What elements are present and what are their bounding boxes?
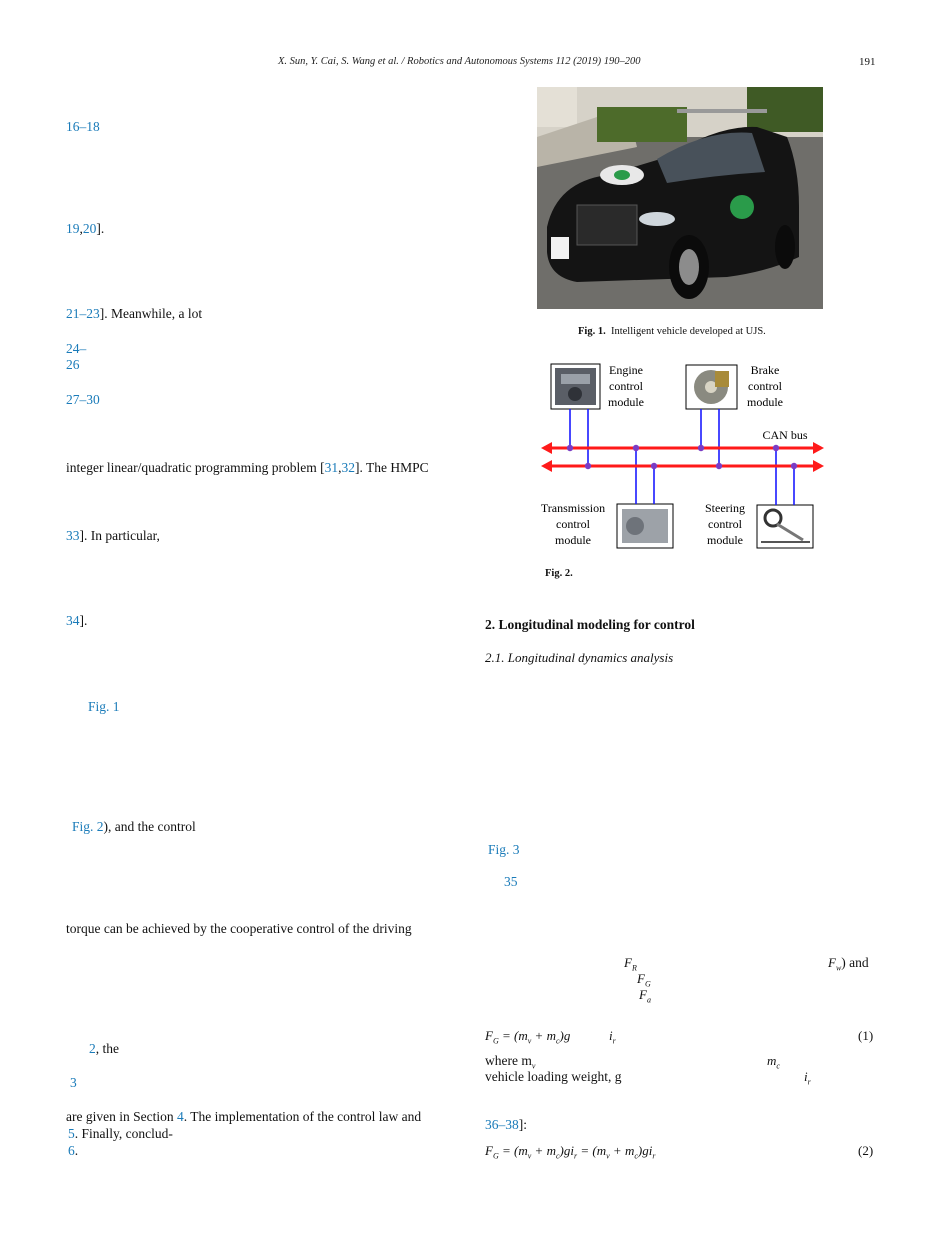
vehicle-illustration	[537, 87, 823, 309]
line-ref-19-20	[66, 221, 104, 237]
text: , the	[95, 1041, 119, 1056]
transmission-label-1: Transmission	[540, 501, 606, 515]
section-heading: 2. Longitudinal modeling for control	[485, 617, 695, 632]
ref-20[interactable]: 20	[82, 221, 97, 236]
figure1-caption	[578, 326, 766, 337]
ref-31[interactable]: 31	[324, 460, 339, 475]
text: ), and the control	[103, 819, 196, 834]
symbol: i	[804, 1069, 808, 1084]
figure2-caption	[545, 568, 573, 579]
text: ].	[79, 613, 88, 628]
eq-sub: r	[573, 1151, 578, 1161]
line-sec6	[68, 1143, 78, 1159]
eq-part: F	[485, 1143, 493, 1158]
eq-sub: v	[527, 1151, 532, 1161]
eq-part: + m	[531, 1143, 556, 1158]
fig1-ref[interactable]: Fig. 1	[88, 699, 120, 714]
symbol-Fa	[639, 987, 651, 1005]
can-high-right-arrow	[813, 442, 824, 454]
text: integer linear/quadratic programming problem [	[66, 460, 325, 475]
vehicle-photo	[537, 87, 823, 309]
can-low-left-arrow	[541, 460, 552, 472]
line-integer	[66, 460, 429, 476]
symbol: m	[767, 1053, 777, 1068]
node	[698, 445, 704, 451]
node	[585, 463, 591, 469]
eq-part: = (m	[577, 1143, 607, 1158]
eq-sub: G	[492, 1151, 499, 1161]
ref-21-23[interactable]: 21–23	[66, 306, 100, 321]
rear-wheel	[775, 225, 795, 269]
text: ]. Meanwhile, a lot	[99, 306, 203, 321]
text: ].	[96, 221, 105, 236]
hedge	[597, 107, 687, 142]
engine-label-1: Engine	[609, 363, 643, 377]
can-bus-label: CAN bus	[762, 428, 808, 442]
subsection-heading: 2.1. Longitudinal dynamics analysis	[485, 650, 674, 665]
building-window	[537, 87, 577, 127]
equation-1-number: (1)	[858, 1028, 874, 1043]
hood-logo-mark	[614, 170, 630, 180]
eq-sub: G	[492, 1036, 499, 1046]
brake-label-2: control	[748, 379, 782, 393]
symbol-FG	[637, 971, 651, 989]
comma: ,	[338, 460, 342, 475]
license-plate	[551, 237, 569, 259]
ref-27-30[interactable]: 27–30	[66, 392, 100, 407]
text: are given in Section	[66, 1109, 177, 1124]
steering-label-3: module	[707, 533, 743, 547]
text: ]. In particular,	[79, 528, 160, 543]
node	[651, 463, 657, 469]
text: .	[74, 1143, 79, 1158]
eq-part: )g	[559, 1028, 571, 1043]
loading-line: vehicle loading weight, g	[485, 1069, 622, 1084]
eq-sub: c	[634, 1151, 638, 1161]
front-rim	[679, 249, 699, 285]
can-bus-lines	[541, 442, 824, 472]
symbol: F	[828, 955, 836, 970]
line-sec5	[68, 1126, 173, 1142]
text: ]:	[518, 1117, 527, 1132]
line-torque: torque can be achieved by the cooperative control of the driving	[66, 921, 412, 936]
eq-part: + m	[609, 1143, 635, 1158]
ref-19[interactable]: 19	[66, 221, 80, 236]
headlight	[639, 212, 675, 226]
figure2-label: Fig. 2.	[545, 568, 573, 579]
node	[567, 445, 573, 451]
ref-32[interactable]: 32	[341, 460, 356, 475]
subscript: c	[776, 1061, 780, 1071]
text: . The implementation of the control law and	[183, 1109, 422, 1124]
equation-2-number: (2)	[858, 1143, 874, 1158]
eq-part: + m	[531, 1028, 556, 1043]
ref-36-38[interactable]: 36–38	[485, 1117, 519, 1132]
sec3-ref[interactable]: 3	[70, 1075, 77, 1090]
node	[633, 445, 639, 451]
ref-35[interactable]: 35	[504, 874, 518, 889]
text: ) and	[841, 955, 869, 970]
eq-part: i	[609, 1028, 613, 1043]
subscript: v	[531, 1061, 536, 1071]
steering-label-1: Steering	[705, 501, 745, 515]
node	[773, 445, 779, 451]
ref-33[interactable]: 33	[66, 528, 80, 543]
equation-1-ir	[609, 1028, 616, 1046]
line-ref-21-23	[66, 306, 202, 322]
fig2-ref[interactable]: Fig. 2	[72, 819, 104, 834]
engine-icon-detail	[561, 374, 590, 384]
brake-label-1: Brake	[750, 363, 780, 377]
sec6-ref[interactable]: 6	[68, 1143, 75, 1158]
sec5-ref[interactable]: 5	[68, 1126, 75, 1141]
grille	[577, 205, 637, 245]
ref-24[interactable]: 24–	[66, 341, 87, 356]
engine-label-2: control	[609, 379, 643, 393]
symbol-Fw-line	[828, 955, 869, 977]
subscript: R	[631, 963, 637, 973]
can-bus-diagram	[535, 358, 830, 554]
equation-2	[485, 1143, 655, 1161]
eq-sub: v	[527, 1036, 532, 1046]
brake-icon-caliper	[715, 371, 729, 387]
eq-part: F	[485, 1028, 493, 1043]
ref-26[interactable]: 26	[66, 357, 80, 372]
transmission-icon-detail	[626, 517, 644, 535]
can-bus-svg	[535, 358, 830, 554]
line-given	[66, 1109, 421, 1125]
sec4-ref[interactable]: 4	[176, 1109, 184, 1124]
can-low-right-arrow	[813, 460, 824, 472]
figure1-label: Fig. 1.	[578, 326, 606, 337]
eq-sub: r	[612, 1036, 616, 1046]
figure1-caption-text: Intelligent vehicle developed at UJS.	[610, 326, 766, 337]
eq-sub: v	[606, 1151, 610, 1161]
symbol: F	[639, 987, 647, 1002]
transmission-label-3: module	[555, 533, 591, 547]
eq-part: = (m	[498, 1143, 528, 1158]
can-high-left-arrow	[541, 442, 552, 454]
symbol-FR	[624, 955, 637, 973]
text: where m	[485, 1053, 532, 1068]
eq-part: = (m	[498, 1028, 528, 1043]
symbol: F	[624, 955, 632, 970]
line-sec2	[89, 1041, 119, 1057]
eq-sub: c	[555, 1036, 560, 1046]
subscript: a	[646, 995, 651, 1005]
eq-sub: r	[652, 1151, 656, 1161]
text: ]. The HMPC	[355, 460, 429, 475]
line-fig2	[72, 819, 196, 835]
text: . Finally, conclud-	[74, 1126, 173, 1141]
roof-rack	[677, 109, 767, 113]
comma: ,	[79, 221, 83, 236]
fig3-ref[interactable]: Fig. 3	[488, 842, 520, 857]
subscript: r	[807, 1077, 811, 1087]
transmission-label-2: control	[556, 517, 590, 531]
engine-icon-detail	[568, 387, 582, 401]
running-title: X. Sun, Y. Cai, S. Wang et al. / Robotics and Autonomous Systems 112 (2019) 190–200	[278, 56, 641, 67]
ref-34[interactable]: 34	[66, 613, 80, 628]
symbol: F	[637, 971, 645, 986]
symbol-ir	[804, 1069, 811, 1087]
brake-label-3: module	[747, 395, 783, 409]
subscript: G	[644, 979, 651, 989]
door-logo	[730, 195, 754, 219]
wires	[570, 409, 794, 505]
page-number: 191	[859, 56, 876, 68]
subscript: w	[835, 963, 842, 973]
eq-part: )gi	[559, 1143, 574, 1158]
node	[716, 463, 722, 469]
equation-1	[485, 1028, 570, 1046]
eq-part: )gi	[637, 1143, 653, 1158]
line-ref-34	[66, 613, 87, 629]
ref-16-18[interactable]: 16–18	[66, 119, 100, 134]
engine-label-3: module	[608, 395, 644, 409]
symbol-mc	[767, 1053, 780, 1071]
node	[791, 463, 797, 469]
eq-sub: c	[555, 1151, 560, 1161]
sec2-ref[interactable]: 2	[89, 1041, 96, 1056]
line-ref-36-38	[485, 1117, 527, 1133]
line-ref-33	[66, 528, 160, 544]
steering-label-2: control	[708, 517, 742, 531]
